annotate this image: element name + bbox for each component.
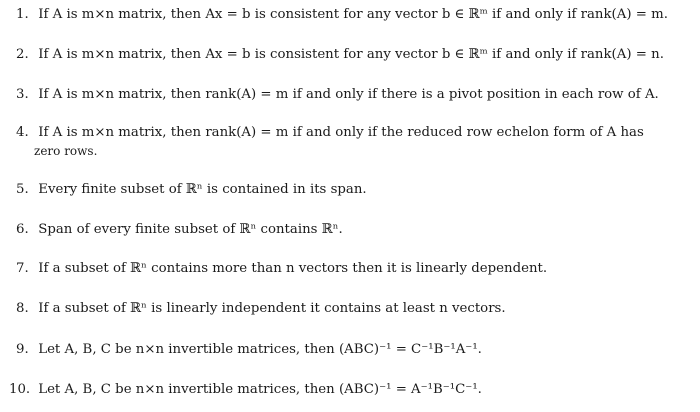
item-number: 7.	[16, 261, 29, 276]
item-text: If A is m×n matrix, then rank(A) = m if and only if there is a pivot position in each row of A.	[38, 87, 659, 102]
item-number: 10.	[9, 382, 31, 397]
item-text: If a subset of ℝⁿ contains more than n vectors then it is linearly dependent.	[38, 261, 548, 276]
item-text: If A is m×n matrix, then Ax = b is consistent for any vector b ∈ ℝᵐ if and only if rank(A) = m.	[38, 7, 668, 22]
list-item	[16, 260, 692, 277]
item-number: 5.	[16, 182, 29, 197]
list-item	[16, 221, 692, 238]
item-text: If A is m×n matrix, then rank(A) = m if and only if the reduced row echelon form of A has	[38, 125, 644, 140]
list-item	[16, 86, 692, 103]
item-number: 3.	[16, 87, 29, 102]
list-item	[9, 381, 685, 398]
item-number: 4.	[16, 125, 29, 140]
item-number: 2.	[16, 47, 29, 62]
item-number: 6.	[16, 222, 29, 237]
item-number: 1.	[16, 7, 29, 22]
item-text: If A is m×n matrix, then Ax = b is consistent for any vector b ∈ ℝᵐ if and only if rank(A) = n.	[38, 47, 664, 62]
list-item	[16, 341, 692, 358]
item-text: If a subset of ℝⁿ is linearly independent it contains at least n vectors.	[38, 301, 506, 316]
list-item	[16, 124, 692, 141]
item-text: Every finite subset of ℝⁿ is contained in its span.	[38, 182, 367, 197]
item-number: 8.	[16, 301, 29, 316]
item-number: 9.	[16, 342, 29, 357]
item-text: Span of every finite subset of ℝⁿ contains ℝⁿ.	[38, 222, 343, 237]
list-item	[16, 300, 692, 317]
item-text-continuation: zero rows.	[34, 144, 98, 158]
list-item	[16, 6, 692, 23]
list-item	[16, 181, 692, 198]
list-item	[16, 46, 692, 63]
item-text: Let A, B, C be n×n invertible matrices, then (ABC)⁻¹ = A⁻¹B⁻¹C⁻¹.	[38, 382, 482, 397]
item-text: Let A, B, C be n×n invertible matrices, then (ABC)⁻¹ = C⁻¹B⁻¹A⁻¹.	[38, 342, 482, 357]
